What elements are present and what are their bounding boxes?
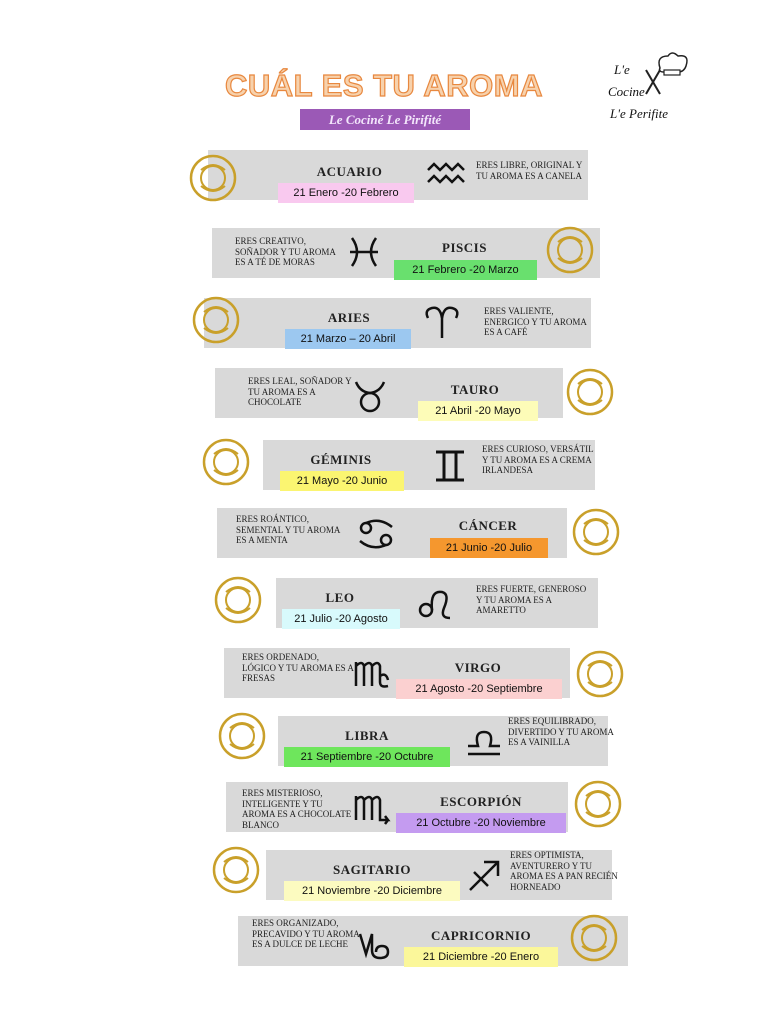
zodiac-row bbox=[0, 150, 768, 200]
libra-illustration-icon bbox=[212, 706, 272, 766]
sign-name: CÁNCER bbox=[458, 518, 518, 533]
cancer-illustration-icon bbox=[566, 502, 626, 562]
capricorn-illustration-icon bbox=[564, 908, 624, 968]
zodiac-row bbox=[0, 850, 768, 900]
sign-name: SAGITARIO bbox=[333, 862, 411, 877]
sign-dates: 21 Octubre -20 Noviembre bbox=[396, 813, 566, 833]
sign-description: ERES ORGANIZADO, PRECAVIDO Y TU AROMA ES A DULCE DE LECHE bbox=[252, 918, 360, 949]
sign-dates: 21 Febrero -20 Marzo bbox=[394, 260, 537, 280]
pisces-glyph-icon bbox=[342, 232, 386, 272]
sign-name: GÉMINIS bbox=[310, 452, 372, 467]
libra-glyph-icon bbox=[462, 722, 506, 762]
sign-description: ERES CREATIVO, SOÑADOR Y TU AROMA ES A TÉ DE MORAS bbox=[235, 236, 336, 267]
cancer-glyph-icon bbox=[354, 514, 398, 554]
sign-dates: 21 Abril -20 Mayo bbox=[418, 401, 538, 421]
zodiac-row bbox=[0, 368, 768, 418]
sign-name: TAURO bbox=[450, 382, 500, 397]
sign-description: ERES EQUILIBRADO, DIVERTIDO Y TU AROMA ES A VAINILLA bbox=[508, 716, 614, 747]
sign-dates: 21 Mayo -20 Junio bbox=[280, 471, 404, 491]
zodiac-row bbox=[0, 298, 768, 348]
zodiac-row bbox=[0, 782, 768, 832]
sign-dates: 21 Julio -20 Agosto bbox=[282, 609, 400, 629]
gemini-glyph-icon bbox=[428, 446, 472, 486]
sign-description: ERES CURIOSO, VERSÁTIL Y TU AROMA ES A CREMA IRLANDESA bbox=[482, 444, 594, 475]
gemini-illustration-icon bbox=[196, 432, 256, 492]
sign-dates: 21 Diciembre -20 Enero bbox=[404, 947, 558, 967]
sign-dates: 21 Agosto -20 Septiembre bbox=[396, 679, 562, 699]
sign-dates: 21 Noviembre -20 Diciembre bbox=[284, 881, 460, 901]
zodiac-row bbox=[0, 916, 768, 966]
sign-description: ERES OPTIMISTA, AVENTURERO Y TU AROMA ES A PAN RECIÉN HORNEADO bbox=[510, 850, 618, 892]
aquarius-illustration-icon bbox=[183, 148, 243, 208]
sign-name: ACUARIO bbox=[316, 164, 383, 179]
sign-description: ERES LIBRE, ORIGINAL Y TU AROMA ES A CANELA bbox=[476, 160, 583, 181]
leo-illustration-icon bbox=[208, 570, 268, 630]
virgo-glyph-icon bbox=[350, 654, 394, 694]
pisces-illustration-icon bbox=[540, 220, 600, 280]
taurus-illustration-icon bbox=[560, 362, 620, 422]
aries-glyph-icon bbox=[420, 302, 464, 342]
logo-line-1: L'e bbox=[614, 62, 630, 77]
zodiac-row bbox=[0, 440, 768, 490]
logo-line-2: Cocine bbox=[608, 84, 645, 99]
sign-dates: 21 Enero -20 Febrero bbox=[278, 183, 414, 203]
scorpio-glyph-icon bbox=[352, 788, 396, 828]
sign-dates: 21 Septiembre -20 Octubre bbox=[284, 747, 450, 767]
sign-name: VIRGO bbox=[454, 660, 502, 675]
page-title: CUÁL ES TU AROMA bbox=[225, 68, 543, 103]
sign-name: CAPRICORNIO bbox=[430, 928, 532, 943]
zodiac-row bbox=[0, 716, 768, 766]
sign-description: ERES ORDENADO, LÓGICO Y TU AROMA ES A FRESAS bbox=[242, 652, 354, 683]
brand-logo bbox=[596, 50, 692, 130]
sign-description: ERES LEAL, SOÑADOR Y TU AROMA ES A CHOCOLATE bbox=[248, 376, 352, 407]
sign-name: LIBRA bbox=[345, 728, 389, 743]
sign-description: ERES FUERTE, GENEROSO Y TU AROMA ES A AMARETTO bbox=[476, 584, 587, 615]
sign-name: LEO bbox=[325, 590, 355, 605]
zodiac-row bbox=[0, 508, 768, 558]
sign-name: ARIES bbox=[327, 310, 371, 325]
sign-name: ESCORPIÓN bbox=[440, 794, 522, 809]
sagittarius-illustration-icon bbox=[206, 840, 266, 900]
zodiac-row bbox=[0, 228, 768, 278]
sagittarius-glyph-icon bbox=[462, 856, 506, 896]
sign-description: ERES ROÁNTICO, SEMENTAL Y TU AROMA ES A MENTA bbox=[236, 514, 340, 545]
sign-dates: 21 Junio -20 Julio bbox=[430, 538, 548, 558]
aries-illustration-icon bbox=[186, 290, 246, 350]
zodiac-row bbox=[0, 648, 768, 698]
sign-description: ERES MISTERIOSO, INTELIGENTE Y TU AROMA ES A CHOCOLATE BLANCO bbox=[242, 788, 352, 830]
scorpio-illustration-icon bbox=[568, 774, 628, 834]
sign-dates: 21 Marzo – 20 Abril bbox=[285, 329, 411, 349]
sign-name: PISCIS bbox=[442, 240, 487, 255]
sign-description: ERES VALIENTE, ENERGICO Y TU AROMA ES A CAFÉ bbox=[484, 306, 587, 337]
virgo-illustration-icon bbox=[570, 644, 630, 704]
aquarius-glyph-icon bbox=[424, 154, 468, 194]
page-subtitle: Le Cociné Le Pirifité bbox=[300, 109, 470, 130]
zodiac-row bbox=[0, 578, 768, 628]
leo-glyph-icon bbox=[412, 584, 456, 624]
logo-line-3: L'e Perifite bbox=[610, 106, 669, 121]
